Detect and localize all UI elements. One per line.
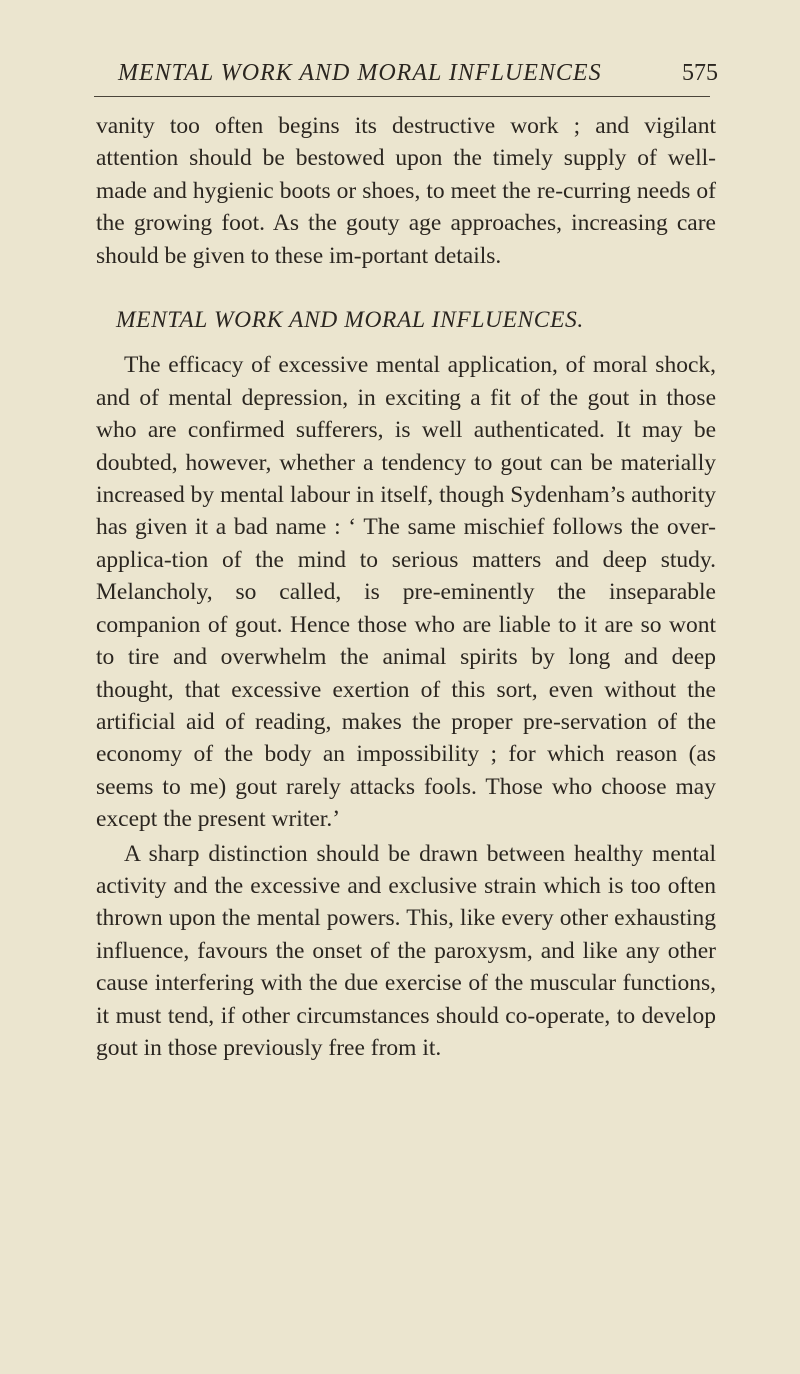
running-head <box>118 60 718 96</box>
page-number: 575 <box>682 60 718 86</box>
paragraph-efficacy: The efficacy of excessive mental application, of moral shock, and of mental depression, in exciting a fit of the gout in those who are confirmed sufferers, is well authenticated. It may be doubted, however, whether a tendency to gout can be materially increased by mental labour in itself, though Sydenham’s authority has given it a bad name : ‘ The same mischief follows the over-applica-tion of the mind to serious matters and deep study. Melancholy, so called, is pre-eminently the inseparable companion of gout. Hence those who are liable to it are so wont to tire and overwhelm the animal spirits by long and deep thought, that excessive exertion of this sort, even without the artificial aid of reading, makes the proper pre-servation of the economy of the body an impossibility ; for which reason (as seems to me) gout rarely attacks fools. Those who choose may except the present writer.’ <box>96 352 716 833</box>
paragraph-distinction: A sharp distinction should be drawn between healthy mental activity and the excessive and exclusive strain which is too often thrown upon the mental powers. This, like every other exhausting influence, favours the onset of the paroxysm, and like any other cause interfering with the due exercise of the muscular functions, it must tend, if other circumstances should co-operate, to develop gout in those previously free from it. <box>96 840 716 1061</box>
continuation-paragraph: vanity too often begins its destructive work ; and vigilant attention should be bestowed upon the timely supply of well-made and hygienic boots or shoes, to meet the re-curring needs of the growing foot. As the gouty age approaches, increasing care should be given to these im-portant details. <box>96 113 716 269</box>
header-rule <box>94 96 710 97</box>
section-heading: MENTAL WORK AND MORAL INFLUENCES. <box>116 307 584 334</box>
running-title: MENTAL WORK AND MORAL INFLUENCES <box>118 60 602 86</box>
body-text <box>96 110 716 1064</box>
